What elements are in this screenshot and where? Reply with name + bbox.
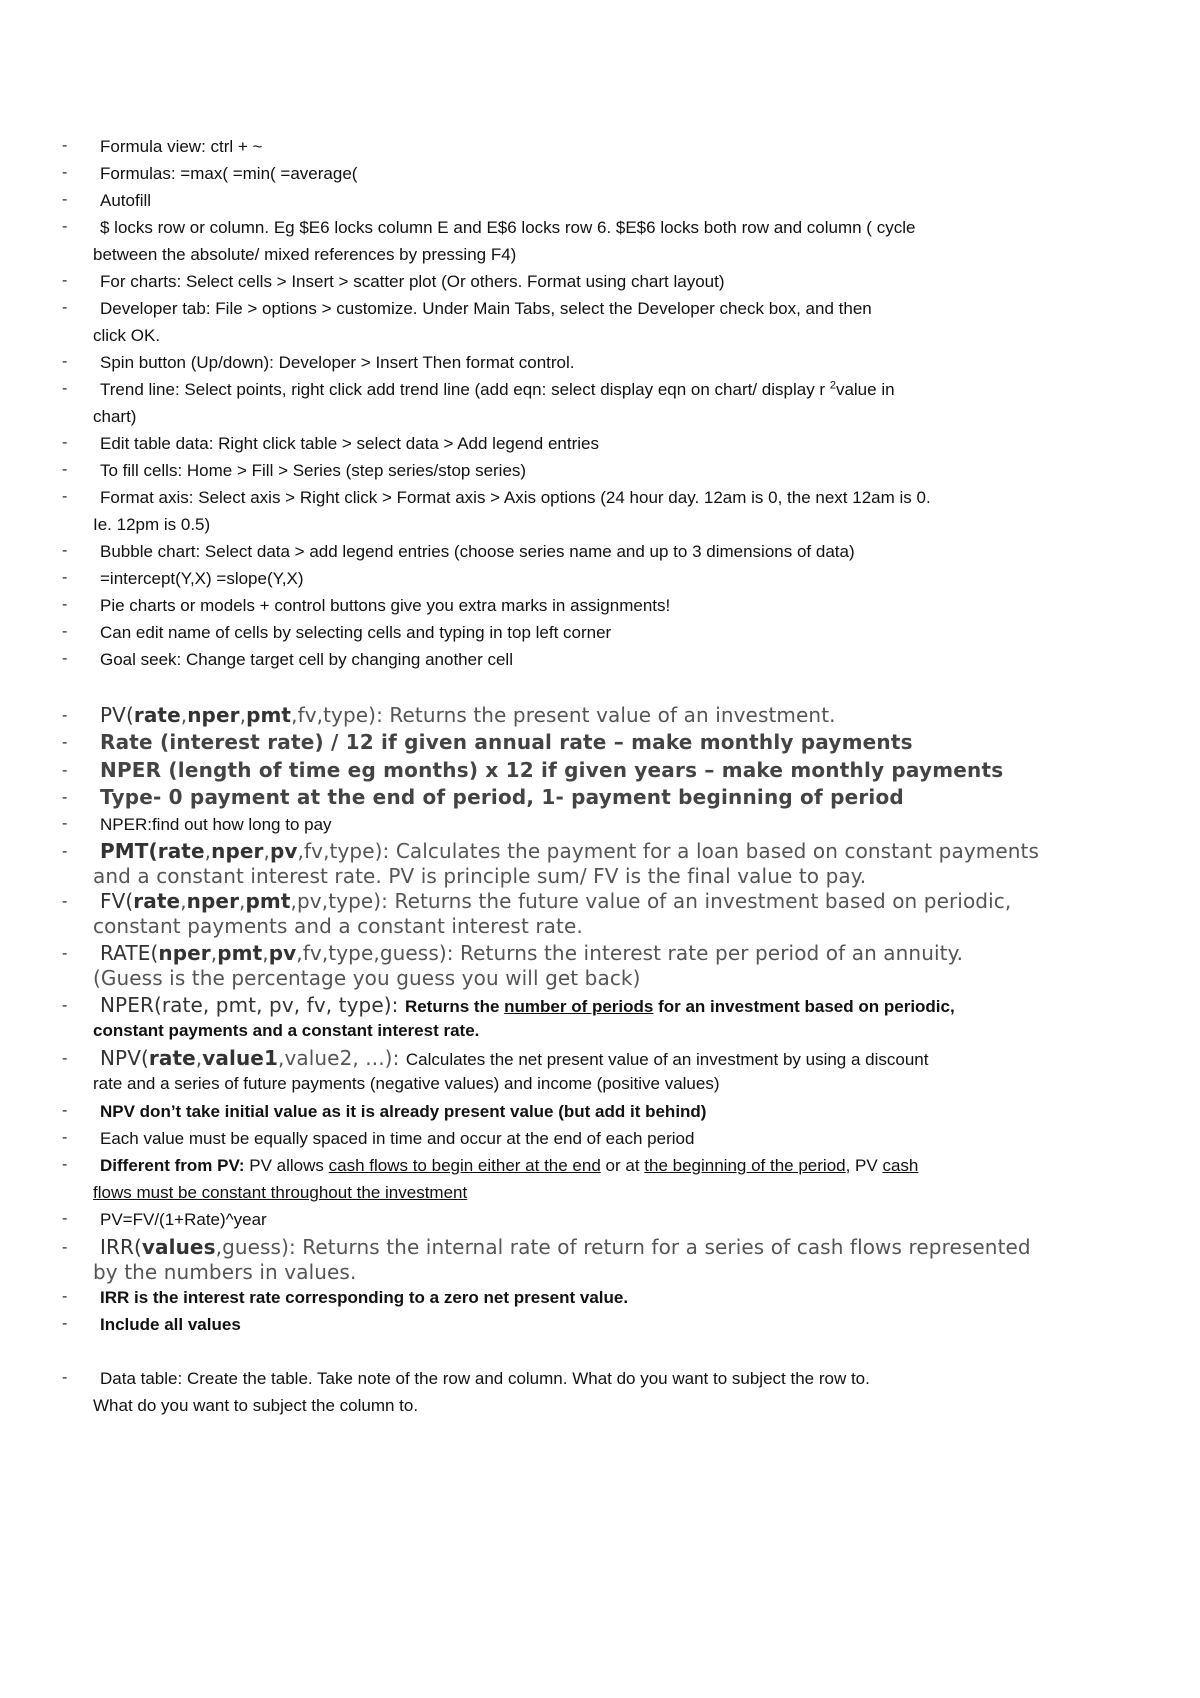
bullet-dash: - <box>62 272 68 289</box>
irr-note: IRR is the interest rate corresponding to a zero net present value. <box>100 1288 629 1307</box>
function-name: PV( <box>100 703 134 727</box>
note-text-part: , PV <box>845 1156 883 1175</box>
required-arg: nper <box>186 889 240 913</box>
note-text-continued: between the absolute/ mixed references by pressing F4) <box>93 245 517 264</box>
required-arg: pmt <box>245 889 291 913</box>
optional-args: ,fv,type): <box>297 839 396 863</box>
comma: , <box>204 839 212 863</box>
pv-formula: PV=FV/(1+Rate)^year <box>100 1210 267 1229</box>
note-text: $ locks row or column. Eg $E6 locks column E and E$6 locks row 6. $E$6 locks both row and column ( cycle <box>100 218 916 237</box>
comma: , <box>210 941 218 965</box>
note-text-part: PV allows <box>244 1156 329 1175</box>
superscript: 2 <box>829 379 836 392</box>
comma: , <box>262 941 269 965</box>
note-text: Autofill <box>100 191 152 210</box>
required-arg: pv <box>269 839 298 863</box>
note-text <box>100 380 895 400</box>
nper-description-continued: constant payments and a constant interest rate. <box>93 1021 480 1040</box>
bullet-dash: - <box>62 945 68 962</box>
bullet-dash: - <box>62 650 68 667</box>
required-arg: nper <box>211 839 264 863</box>
pmt-description-continued: and a constant interest rate. PV is principle sum/ FV is the final value to pay. <box>93 864 867 888</box>
function-description: Returns the <box>404 997 505 1016</box>
bullet-dash: - <box>62 893 68 910</box>
note-text-continued: Ie. 12pm is 0.5) <box>93 515 211 534</box>
bullet-dash: - <box>62 623 68 640</box>
note-text: Developer tab: File > options > customize. Under Main Tabs, select the Developer check box, and then <box>100 299 872 318</box>
underlined-term: cash <box>882 1156 919 1175</box>
bullet-dash: - <box>62 734 68 751</box>
rate-function-line <box>100 941 963 965</box>
function-description: ,fv,type): Returns the present value of an investment. <box>291 703 836 727</box>
bullet-dash: - <box>62 137 68 154</box>
bullet-dash: - <box>62 1369 68 1386</box>
type-note: Type- 0 payment at the end of period, 1- payment beginning of period <box>100 785 904 809</box>
required-arg: rate <box>148 1046 196 1070</box>
note-text: Bubble chart: Select data > add legend entries (choose series name and up to 3 dimensions of data) <box>100 542 855 561</box>
bullet-dash: - <box>62 1129 68 1146</box>
bullet-dash: - <box>62 353 68 370</box>
rate-description-continued: (Guess is the percentage you guess you will get back) <box>93 966 641 990</box>
underlined-term: number of periods <box>504 997 654 1016</box>
underlined-term: the beginning of the period <box>644 1156 846 1175</box>
comma: , <box>239 889 246 913</box>
required-arg: value1 <box>202 1046 278 1070</box>
include-note: Include all values <box>100 1315 241 1334</box>
data-table-note: Data table: Create the table. Take note of the row and column. What do you want to subject the row to. <box>100 1369 870 1388</box>
bullet-dash: - <box>62 569 68 586</box>
irr-function-line <box>100 1235 1031 1259</box>
note-text: Goal seek: Change target cell by changing another cell <box>100 650 513 669</box>
note-text: To fill cells: Home > Fill > Series (step series/stop series) <box>100 461 527 480</box>
bullet-dash: - <box>62 542 68 559</box>
function-name: FV( <box>100 889 134 913</box>
function-name: RATE( <box>100 941 159 965</box>
rate-note: Rate (interest rate) / 12 if given annual rate – make monthly payments <box>100 730 913 754</box>
optional-args: ,value2, ...): <box>277 1046 406 1070</box>
fv-function-line <box>100 889 1011 913</box>
note-heading: Different from PV: <box>100 1156 245 1175</box>
required-arg: pmt <box>217 941 263 965</box>
bullet-dash: - <box>62 218 68 235</box>
required-arg: rate <box>133 703 181 727</box>
note-text: Spin button (Up/down): Developer > Insert Then format control. <box>100 353 575 372</box>
pv-function-line <box>100 703 836 727</box>
note-text-continued: chart) <box>93 407 137 426</box>
function-name: NPV( <box>100 1046 149 1070</box>
npv-description-continued: rate and a series of future payments (negative values) and income (positive values) <box>93 1074 720 1093</box>
comma: , <box>180 703 188 727</box>
note-text-part: or at <box>600 1156 645 1175</box>
bullet-dash: - <box>62 488 68 505</box>
required-arg: rate <box>157 839 205 863</box>
bullet-dash: - <box>62 815 68 832</box>
note-text: Can edit name of cells by selecting cells and typing in top left corner <box>100 623 612 642</box>
note-text: Edit table data: Right click table > select data > Add legend entries <box>100 434 599 453</box>
note-text-part: value in <box>835 380 895 399</box>
required-arg: nper <box>158 941 211 965</box>
bullet-dash: - <box>62 461 68 478</box>
note-text: Formula view: ctrl + ~ <box>100 137 263 156</box>
function-description: ,fv,type,guess): Returns the interest rate per period of an annuity. <box>296 941 964 965</box>
npv-note: NPV don’t take initial value as it is already present value (but add it behind) <box>100 1102 707 1121</box>
function-description: Calculates the net present value of an investment by using a discount <box>405 1050 929 1069</box>
bullet-dash: - <box>62 1239 68 1256</box>
bullet-dash: - <box>62 380 68 397</box>
function-description: ,guess): Returns the internal rate of return for a series of cash flows represented <box>215 1235 1031 1259</box>
bullet-dash: - <box>62 1102 68 1119</box>
bullet-dash: - <box>62 1050 68 1067</box>
note-text-continued: click OK. <box>93 326 161 345</box>
comma: , <box>195 1046 203 1070</box>
pmt-function-line <box>100 839 1039 863</box>
nper-find-note: NPER:find out how long to pay <box>100 815 332 834</box>
note-text: For charts: Select cells > Insert > scatter plot (Or others. Format using chart layout) <box>100 272 725 291</box>
bullet-dash: - <box>62 1315 68 1332</box>
nper-function-line <box>100 993 955 1017</box>
bullet-dash: - <box>62 843 68 860</box>
bullet-dash: - <box>62 1156 68 1173</box>
comma: , <box>263 839 270 863</box>
function-description: for an investment based on periodic, <box>653 997 955 1016</box>
bullet-dash: - <box>62 1288 68 1305</box>
underlined-term: cash flows to begin either at the end <box>328 1156 601 1175</box>
pv-difference-note <box>100 1156 918 1176</box>
pv-difference-continued: flows must be constant throughout the investment <box>93 1183 468 1202</box>
bullet-dash: - <box>62 191 68 208</box>
bullet-dash: - <box>62 596 68 613</box>
function-name: PMT( <box>100 839 158 863</box>
fv-description-continued: constant payments and a constant interest rate. <box>93 914 583 938</box>
function-description: Calculates the payment for a loan based on constant payments <box>395 839 1039 863</box>
nper-years-note: NPER (length of time eg months) x 12 if given years – make monthly payments <box>100 758 1004 782</box>
bullet-dash: - <box>62 299 68 316</box>
data-table-continued: What do you want to subject the column to. <box>93 1396 419 1415</box>
comma: , <box>239 703 247 727</box>
comma: , <box>180 889 187 913</box>
function-description: ,pv,type): Returns the future value of an investment based on periodic, <box>290 889 1012 913</box>
note-text: Pie charts or models + control buttons give you extra marks in assignments! <box>100 596 671 615</box>
note-text: Formulas: =max( =min( =average( <box>100 164 358 183</box>
bullet-dash: - <box>62 164 68 181</box>
required-arg: rate <box>133 889 181 913</box>
irr-description-continued: by the numbers in values. <box>93 1260 357 1284</box>
function-name: IRR( <box>100 1235 142 1259</box>
required-arg: values <box>141 1235 216 1259</box>
bullet-dash: - <box>62 707 68 724</box>
bullet-dash: - <box>62 762 68 779</box>
bullet-dash: - <box>62 789 68 806</box>
note-text-part: Trend line: Select points, right click add trend line (add eqn: select display eqn on chart/ display r <box>100 380 830 399</box>
note-text: =intercept(Y,X) =slope(Y,X) <box>100 569 304 588</box>
bullet-dash: - <box>62 997 68 1014</box>
required-arg: pmt <box>246 703 292 727</box>
required-arg: pv <box>268 941 297 965</box>
spacing-note: Each value must be equally spaced in time and occur at the end of each period <box>100 1129 695 1148</box>
required-arg: nper <box>187 703 240 727</box>
note-text: Format axis: Select axis > Right click > Format axis > Axis options (24 hour day. 12am is 0, the next 12am is 0. <box>100 488 931 507</box>
npv-function-line <box>100 1046 928 1070</box>
bullet-dash: - <box>62 434 68 451</box>
function-name: NPER(rate, pmt, pv, fv, type): <box>100 993 405 1017</box>
bullet-dash: - <box>62 1210 68 1227</box>
